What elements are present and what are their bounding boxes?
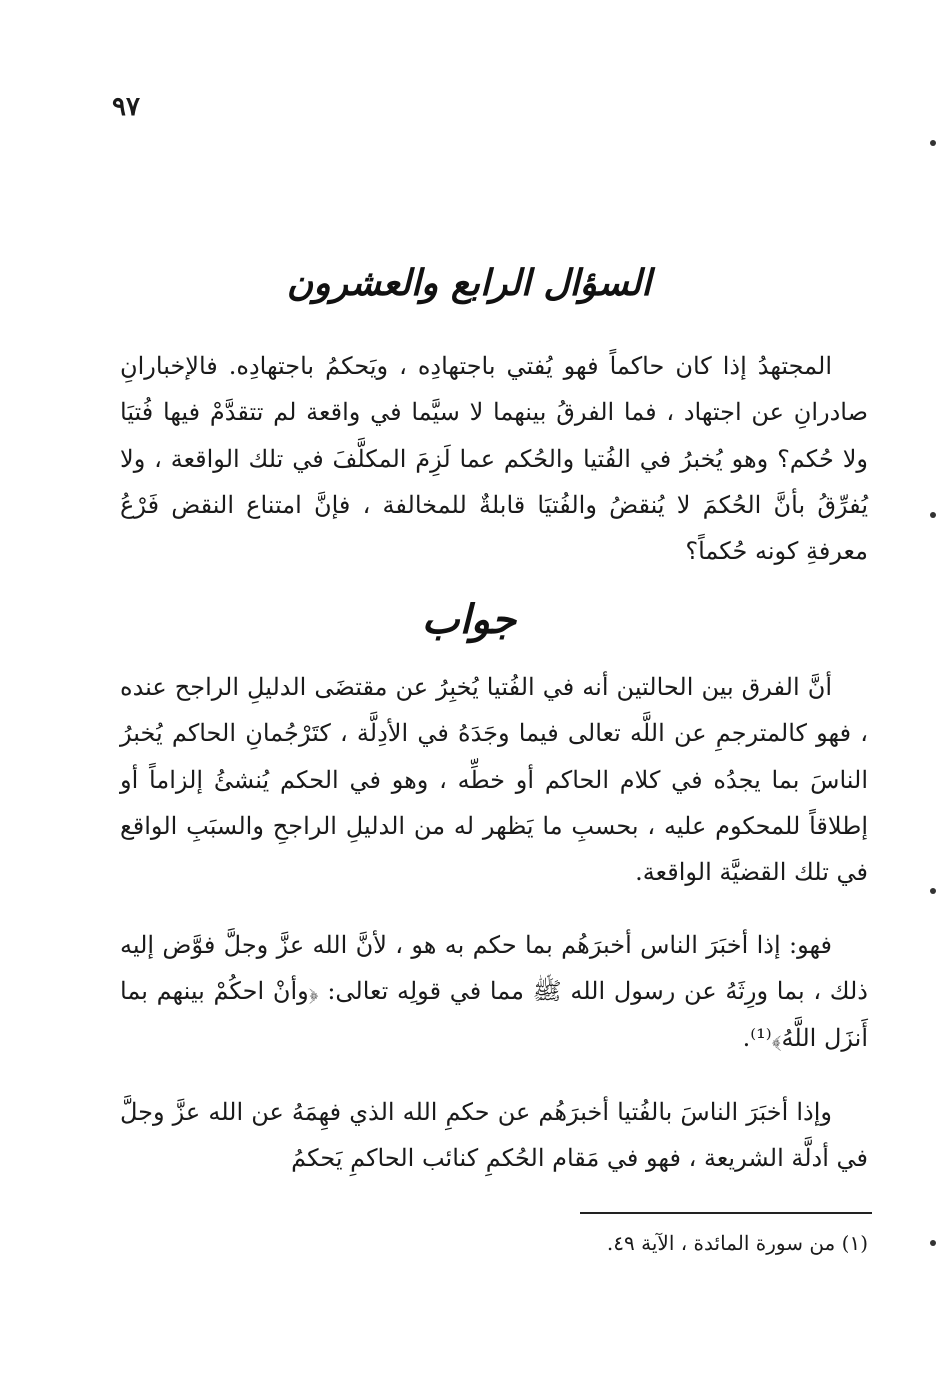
answer-paragraph: وإذا أخبَرَ الناسَ بالفُتيا أخبرَهُم عن حكمِ الله الذي فهِمَهُ عن الله عزَّ وجلَّ في أدلَّة الشريعة ، فهو في مَقام الحُكمِ كنائب الحاكمِ يَحكمُ [120,1098,868,1173]
answer-text-3 [120,1089,868,1182]
question-paragraph: المجتهدُ إذا كان حاكماً فهو يُفتي باجتهادِه ، ويَحكمُ باجتهادِه. فالإخبارانِ صادرانِ عن اجتهاد ، فما الفرقُ بينهما لا سيَّما في واقعة لم تتقدَّمْ فيها فُتيَا ولا حُكم؟ وهو يُخبرُ في الفُتيا والحُكم عما لَزِمَ المكلَّفَ في تلك الواقعة ، ولا يُفرِّقُ بأنَّ الحُكمَ لا يُنقضُ والفُتيَا قابلةٌ للمخالفة ، فإنَّ امتناع النقض فَرْعُ معرفةِ كونه حُكماً؟ [120,352,869,566]
question-title: السؤال الرابع والعشرون [286,262,652,304]
margin-mark [930,140,936,146]
margin-mark [930,888,936,894]
footnote: (١) من سورة المائدة ، الآية ٤٩. [606,1231,868,1255]
margin-mark [930,1240,936,1246]
answer-text-2 [120,922,868,1061]
answer-title: جواب [421,596,517,643]
footnote-separator [580,1212,872,1214]
answer-paragraph: فهو: إذا أخبَرَ الناس أخبرَهُم بما حكم به هو ، لأنَّ الله عزَّ وجلَّ فوَّض إليه ذلك ، بما ورِثَهُ عن رسول الله ﷺ مما في قولِه تعالى: ﴿وأنْ احكُمْ بينهم بما أَنزَل اللَّهُ﴾⁽¹⁾. [120,931,868,1052]
answer-text-1 [120,664,868,895]
margin-mark [930,512,936,518]
page-number: ٩٧ [112,92,140,122]
question-text [120,343,868,574]
answer-paragraph: أنَّ الفرق بين الحالتين أنه في الفُتيا يُخبِرُ عن مقتضَى الدليلِ الراجح عنده ، فهو كالمترجمِ عن اللَّه تعالى فيما وجَدَهُ في الأدِلَّة ، كتَرْجُمانِ الحاكم يُخبرُ الناسَ بما يجدُه في كلام الحاكم أو خطِّه ، وهو في الحكم يُنشئُ إلزاماً أو إطلاقاً للمحكوم عليه ، بحسبِ ما يَظهر له من الدليلِ الراجحِ والسبَبِ الواقع في تلك القضيَّة الواقعة. [120,673,868,887]
